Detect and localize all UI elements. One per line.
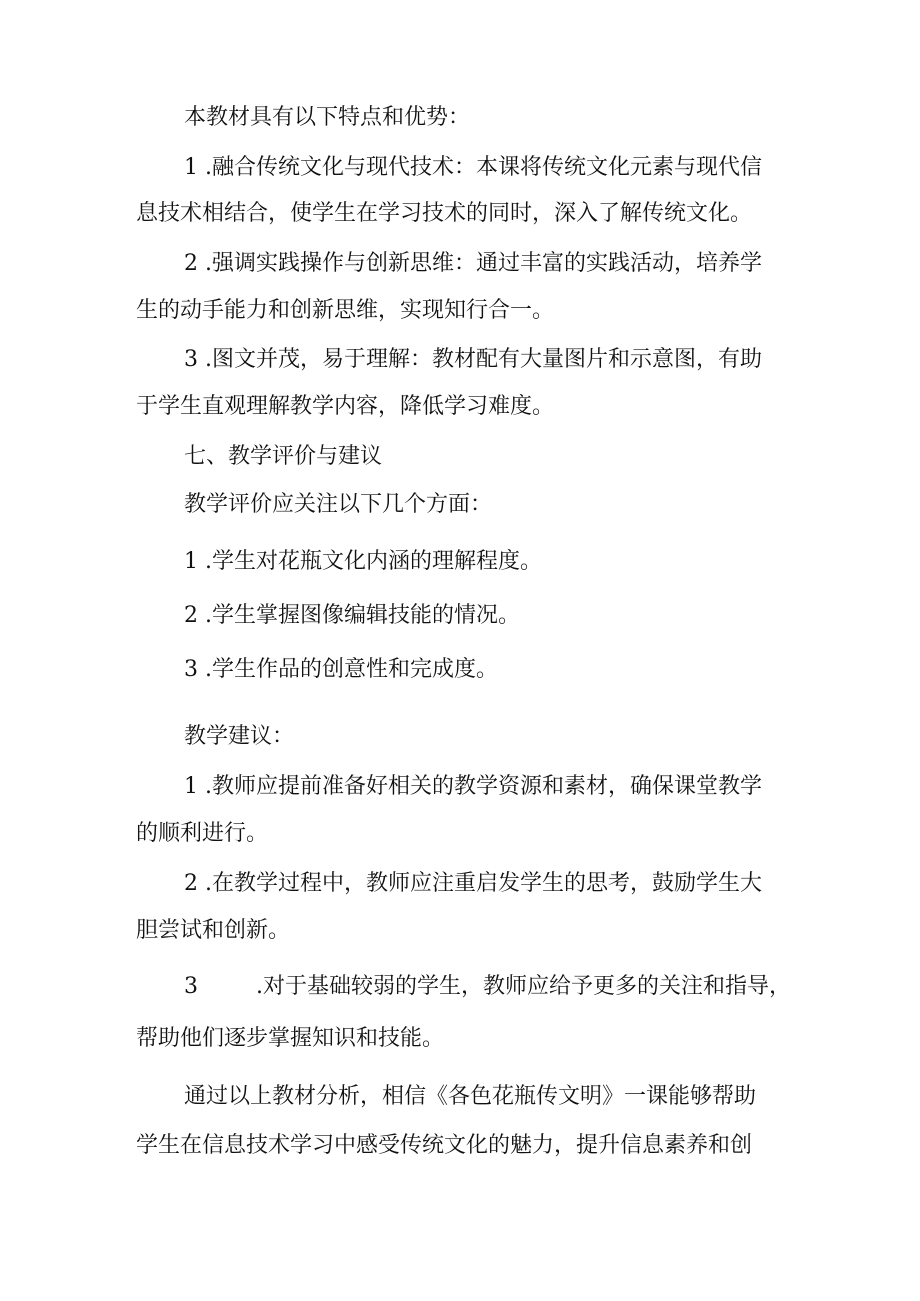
- evaluation-item-1-text: .学生对花瓶文化内涵的理解程度。: [205, 549, 542, 574]
- feature-1-line-2: 息技术相结合，使学生在学习技术的同时，深入了解传统文化。: [136, 201, 753, 226]
- suggestion-3-text: .对于基础较弱的学生，教师应给予更多的关注和指导，: [256, 974, 791, 999]
- feature-3-line-1: [184, 345, 762, 375]
- conclusion-line-1: 通过以上教材分析，相信《各色花瓶传文明》一课能够帮助: [184, 1084, 757, 1109]
- suggestion-1-line-1: [184, 772, 762, 802]
- suggestion-intro: 教学建议：: [184, 724, 295, 749]
- evaluation-item-3: [184, 655, 498, 685]
- suggestion-3-number: 3: [184, 974, 198, 999]
- evaluation-item-2-text: .学生掌握图像编辑技能的情况。: [205, 603, 520, 628]
- suggestion-3-line-1: [184, 972, 791, 1002]
- suggestion-1-number: 1: [184, 774, 198, 799]
- feature-2-line-1: [184, 249, 762, 279]
- suggestion-2-number: 2: [184, 871, 198, 896]
- suggestion-1-line-2: 的顺利进行。: [136, 821, 269, 846]
- evaluation-item-3-number: 3: [184, 657, 198, 682]
- evaluation-intro: 教学评价应关注以下几个方面：: [184, 492, 493, 517]
- evaluation-item-1-number: 1: [184, 549, 198, 574]
- evaluation-item-1: [184, 547, 542, 577]
- evaluation-item-2-number: 2: [184, 603, 198, 628]
- suggestion-1-text: .教师应提前准备好相关的教学资源和素材，确保课堂教学: [205, 774, 762, 799]
- evaluation-item-3-text: .学生作品的创意性和完成度。: [205, 657, 498, 682]
- section-heading: 七、教学评价与建议: [184, 444, 383, 469]
- feature-3-text: .图文并茂，易于理解：教材配有大量图片和示意图，有助: [205, 347, 762, 372]
- suggestion-3-line-2: 帮助他们逐步掌握知识和技能。: [136, 1026, 445, 1051]
- intro-paragraph: 本教材具有以下特点和优势：: [184, 105, 471, 130]
- suggestion-2-text: .在教学过程中，教师应注重启发学生的思考，鼓励学生大: [205, 871, 762, 896]
- suggestion-2-line-2: 胆尝试和创新。: [136, 918, 291, 943]
- feature-2-line-2: 生的动手能力和创新思维，实现知行合一。: [136, 298, 555, 323]
- feature-1-line-1: [184, 153, 762, 183]
- feature-2-number: 2: [184, 251, 198, 276]
- suggestion-2-line-1: [184, 869, 762, 899]
- feature-2-text: .强调实践操作与创新思维：通过丰富的实践活动，培养学: [205, 251, 762, 276]
- conclusion-line-2: 学生在信息技术学习中感受传统文化的魅力，提升信息素养和创: [136, 1133, 753, 1158]
- feature-3-number: 3: [184, 347, 198, 372]
- feature-1-number: 1: [184, 155, 198, 180]
- feature-1-text: .融合传统文化与现代技术：本课将传统文化元素与现代信: [205, 155, 762, 180]
- feature-3-line-2: 于学生直观理解教学内容，降低学习难度。: [136, 394, 555, 419]
- evaluation-item-2: [184, 601, 520, 631]
